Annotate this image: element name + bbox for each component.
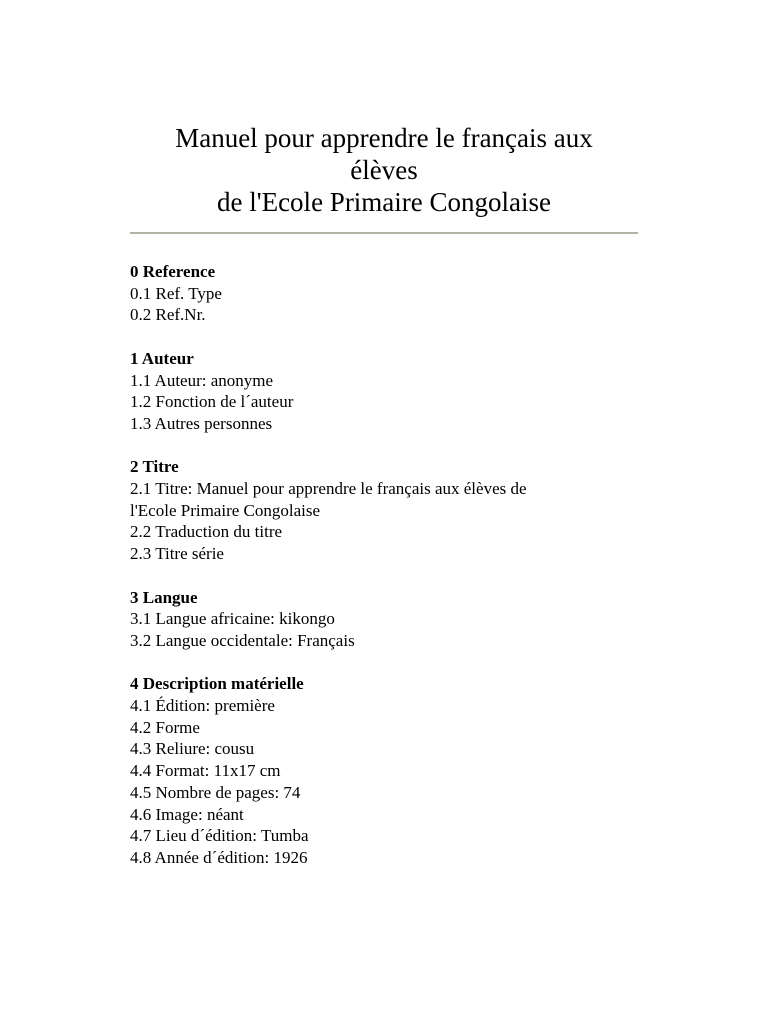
section-heading: 4 Description matérielle [130, 674, 304, 694]
section-item: 4.6 Image: néant [130, 804, 244, 824]
section-item: 0.2 Ref.Nr. [130, 305, 206, 325]
section-item: 2.2 Traduction du titre [130, 522, 283, 542]
section-item: 1.1 Auteur: anonyme [130, 370, 274, 390]
title-line: de l'Ecole Primaire Congolaise [216, 187, 552, 217]
section-heading: 3 Langue [130, 587, 198, 607]
section-item: 4.5 Nombre de pages: 74 [130, 782, 301, 802]
document-body [130, 261, 650, 890]
section-item: 4.8 Année d´édition: 1926 [130, 847, 308, 867]
section-heading: 1 Auteur [130, 348, 194, 368]
title-line: Manuel pour apprendre le français aux [175, 123, 593, 153]
section-item: 3.2 Langue occidentale: Français [130, 630, 355, 650]
section-item: 4.3 Reliure: cousu [130, 739, 255, 759]
section-item: 0.1 Ref. Type [130, 283, 222, 303]
section-heading: 2 Titre [130, 457, 179, 477]
section-titre [130, 456, 650, 565]
section-item: 3.1 Langue africaine: kikongo [130, 609, 335, 629]
title-line: élèves [350, 155, 418, 185]
section-item: 2.3 Titre série [130, 544, 224, 564]
section-item: 1.3 Autres personnes [130, 413, 273, 433]
section-item: 4.1 Édition: première [130, 696, 275, 715]
title-divider [130, 232, 638, 234]
section-langue [130, 587, 650, 652]
section-description-materielle [130, 673, 650, 868]
section-item: 2.1 Titre: Manuel pour apprendre le français aux élèves de [130, 479, 527, 498]
section-item: 4.2 Forme [130, 717, 200, 737]
document-title [130, 122, 638, 218]
section-item: 4.4 Format: 11x17 cm [130, 761, 281, 781]
section-auteur [130, 348, 650, 435]
section-item: 1.2 Fonction de l´auteur [130, 392, 294, 412]
section-reference [130, 261, 650, 326]
section-heading: 0 Reference [130, 262, 216, 281]
section-item: 4.7 Lieu d´édition: Tumba [130, 826, 309, 846]
section-item: l'Ecole Primaire Congolaise [130, 500, 321, 520]
